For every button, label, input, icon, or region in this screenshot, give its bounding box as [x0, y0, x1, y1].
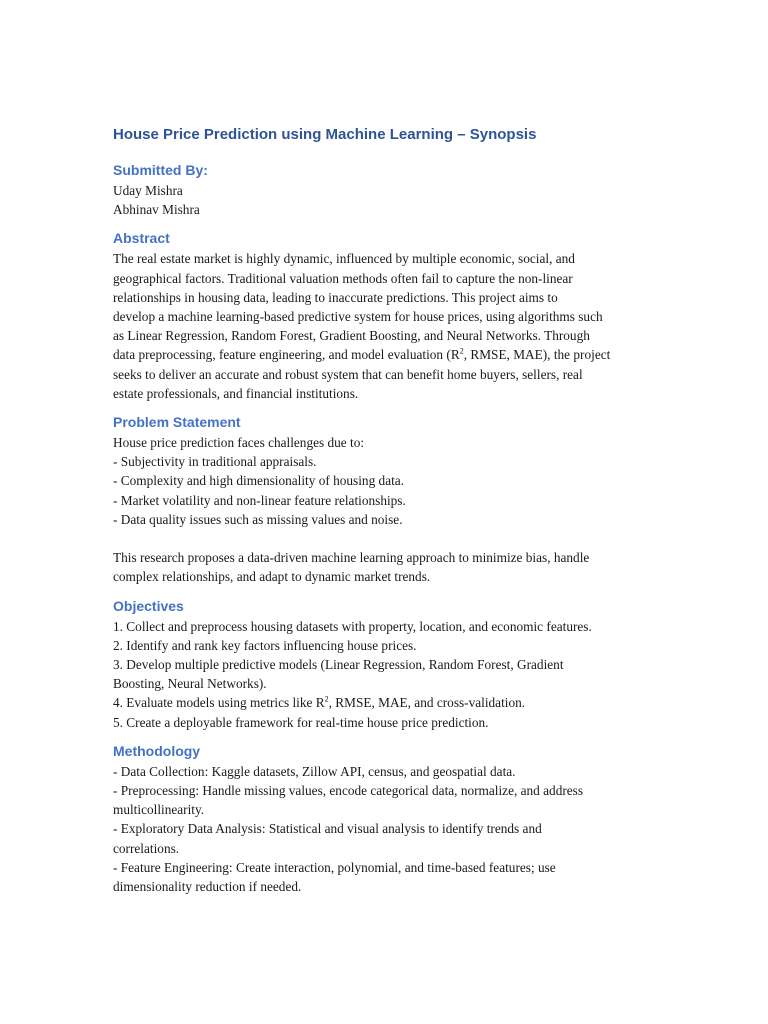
- objective-line: Boosting, Neural Networks).: [113, 676, 267, 692]
- abstract-line: The real estate market is highly dynamic, influenced by multiple economic, social, and: [113, 251, 575, 267]
- problem-item: - Complexity and high dimensionality of housing data.: [113, 473, 405, 489]
- problem-item: - Data quality issues such as missing values and noise.: [113, 511, 403, 527]
- objective-line: [113, 693, 673, 712]
- blank-line: [113, 529, 673, 548]
- problem-item: - Subjectivity in traditional appraisals.: [113, 454, 317, 470]
- document-title: House Price Prediction using Machine Learning – Synopsis: [113, 126, 537, 143]
- abstract-line: as Linear Regression, Random Forest, Gradient Boosting, and Neural Networks. Through: [113, 328, 590, 344]
- abstract-line: geographical factors. Traditional valuation methods often fail to capture the non-linear: [113, 270, 573, 286]
- problem-closing-line: This research proposes a data-driven machine learning approach to minimize bias, handle: [113, 550, 590, 566]
- methodology-line: dimensionality reduction if needed.: [113, 879, 302, 895]
- methodology-line: - Preprocessing: Handle missing values, encode categorical data, normalize, and address: [113, 783, 584, 799]
- abstract-line: [113, 345, 673, 364]
- objective-text: , RMSE, MAE, and cross-validation.: [328, 695, 526, 711]
- methodology-line: multicollinearity.: [113, 802, 205, 818]
- objective-line: 5. Create a deployable framework for real-time house price prediction.: [113, 714, 489, 730]
- abstract-text: data preprocessing, feature engineering, and model evaluation (R: [113, 347, 460, 363]
- superscript-two: 2: [459, 347, 464, 356]
- problem-statement-heading: Problem Statement: [113, 414, 241, 431]
- methodology-line: correlations.: [113, 840, 180, 856]
- objectives-heading: Objectives: [113, 597, 184, 614]
- submitted-by-heading: Submitted By:: [113, 162, 208, 178]
- problem-item: - Market volatility and non-linear feature relationships.: [113, 492, 406, 508]
- abstract-line: relationships in housing data, leading to inaccurate predictions. This project aims to: [113, 289, 558, 305]
- document-content: [113, 122, 673, 896]
- objectives-body: [113, 617, 673, 732]
- methodology-line: - Feature Engineering: Create interaction, polynomial, and time-based features; use: [113, 859, 556, 875]
- methodology-line: - Exploratory Data Analysis: Statistical and visual analysis to identify trends and: [113, 821, 542, 837]
- methodology-heading: Methodology: [113, 742, 201, 759]
- problem-statement-body: [113, 433, 673, 587]
- objective-line: 3. Develop multiple predictive models (Linear Regression, Random Forest, Gradient: [113, 657, 564, 673]
- objective-line: 1. Collect and preprocess housing datasets with property, location, and economic features.: [113, 618, 592, 634]
- problem-intro: House price prediction faces challenges due to:: [113, 435, 365, 451]
- submitted-by-names: [113, 181, 673, 219]
- methodology-body: [113, 762, 673, 896]
- problem-closing-line: complex relationships, and adapt to dynamic market trends.: [113, 569, 431, 585]
- author-name: Abhinav Mishra: [113, 202, 200, 218]
- abstract-line: seeks to deliver an accurate and robust system that can benefit home buyers, sellers, real: [113, 366, 583, 382]
- objective-text: 4. Evaluate models using metrics like R: [113, 695, 325, 711]
- abstract-body: [113, 249, 673, 403]
- abstract-line: develop a machine learning-based predictive system for house prices, using algorithms such: [113, 309, 603, 325]
- abstract-line: estate professionals, and financial institutions.: [113, 385, 359, 401]
- objective-line: 2. Identify and rank key factors influencing house prices.: [113, 637, 417, 653]
- superscript-two: 2: [324, 695, 329, 705]
- abstract-text: , RMSE, MAE), the project: [463, 347, 611, 363]
- methodology-line: - Data Collection: Kaggle datasets, Zillow API, census, and geospatial data.: [113, 763, 516, 779]
- abstract-heading: Abstract: [113, 230, 170, 247]
- author-name: Uday Mishra: [113, 183, 183, 198]
